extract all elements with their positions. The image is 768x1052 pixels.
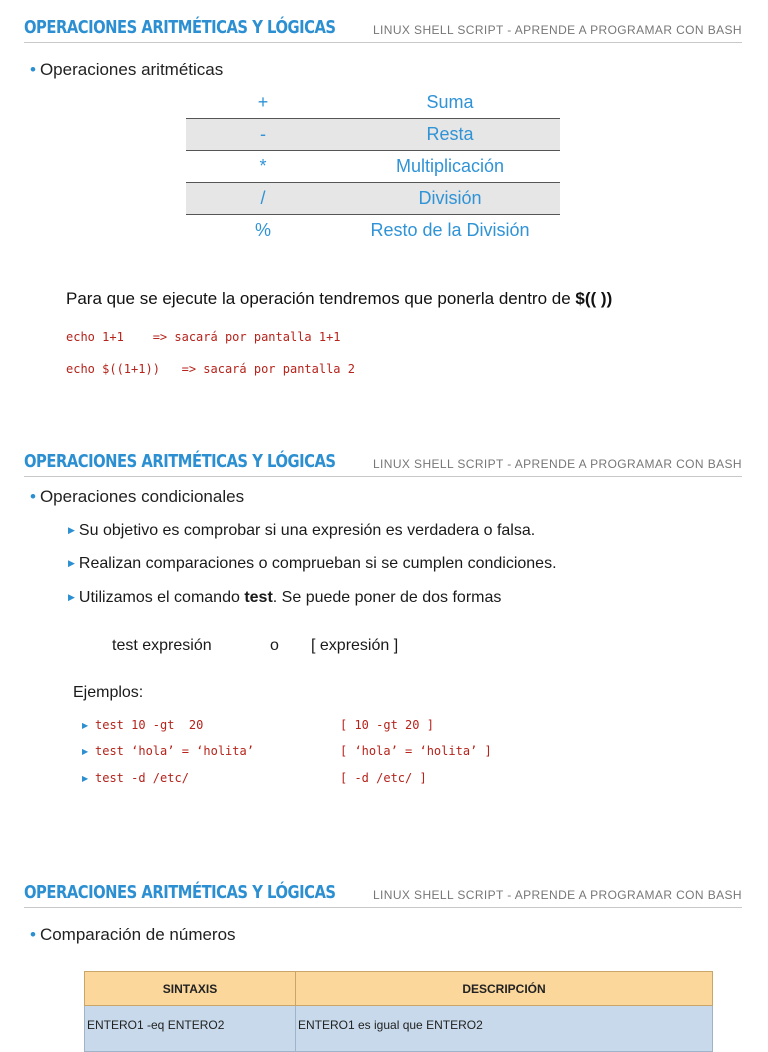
slide-subtitle: LINUX SHELL SCRIPT - APRENDE A PROGRAMAR CON BASH: [372, 888, 742, 902]
examples-label: Ejemplos:: [73, 684, 144, 701]
form-test-text: test expresión: [112, 637, 212, 654]
triangle-bullet-icon: ▶: [68, 525, 75, 535]
syntax-cell: ENTERO1 -eq ENTERO2: [85, 1006, 296, 1052]
table-row: [186, 215, 560, 247]
code-line: echo 1+1 => sacará por pantalla 1+1: [66, 330, 341, 344]
triangle-bullet-icon: ▶: [68, 592, 75, 602]
operator-name: Resto de la División: [340, 215, 560, 247]
command-highlight: test: [244, 589, 273, 606]
slide-header: [24, 877, 742, 908]
sub-bullet-item: ▶ Utilizamos el comando test. Se puede poner de dos formas: [68, 589, 502, 606]
column-header: DESCRIPCIÓN: [296, 972, 713, 1006]
slide-title: OPERACIONES ARITMÉTICAS Y LÓGICAS: [24, 451, 336, 472]
code-line: [ 10 -gt 20 ]: [340, 718, 434, 732]
code-line: echo $((1+1)) => sacará por pantalla 2: [66, 362, 355, 376]
operator-symbol: *: [186, 151, 340, 183]
code-line: test ‘hola’ = ‘holita’: [95, 744, 254, 758]
operator-name: Suma: [426, 92, 474, 112]
comparison-table: [84, 971, 713, 1052]
table-row: [186, 151, 560, 183]
slide-header: [24, 446, 742, 477]
table-row: [186, 87, 560, 119]
triangle-bullet-icon: ▶: [82, 721, 89, 730]
form-bracket-text: [ expresión ]: [311, 637, 399, 654]
slide-title: OPERACIONES ARITMÉTICAS Y LÓGICAS: [24, 17, 336, 38]
slide-title: OPERACIONES ARITMÉTICAS Y LÓGICAS: [24, 882, 336, 903]
bullet-dot-icon: •: [30, 487, 36, 506]
bullet-dot-icon: •: [30, 60, 36, 79]
syntax-highlight: $(( )): [575, 289, 613, 308]
slide-arithmetic: [0, 0, 768, 420]
triangle-bullet-icon: ▶: [82, 774, 89, 783]
operator-symbol: +: [257, 92, 269, 112]
table-row: [85, 1006, 713, 1052]
table-header-row: [85, 972, 713, 1006]
description-cell: ENTERO1 es igual que ENTERO2: [296, 1006, 713, 1052]
operators-table: [186, 87, 560, 246]
code-line: [ ‘hola’ = ‘holita’ ]: [340, 744, 492, 758]
operator-symbol: -: [186, 119, 340, 151]
operator-symbol: /: [186, 183, 340, 215]
slide-subtitle: LINUX SHELL SCRIPT - APRENDE A PROGRAMAR CON BASH: [372, 457, 742, 471]
slide-header: [24, 12, 742, 43]
form-or-text: o: [270, 637, 279, 654]
operator-name: Resta: [340, 119, 560, 151]
sub-bullet-item: ▶ Su objetivo es comprobar si una expresión es verdadera o falsa.: [68, 522, 536, 539]
bullet-item: • Comparación de números: [30, 925, 236, 944]
column-header: SINTAXIS: [85, 972, 296, 1006]
explanation-paragraph: Para que se ejecute la operación tendremos que ponerla dentro de $(( )): [66, 289, 613, 308]
table-row: [186, 183, 560, 215]
code-line: test 10 -gt 20: [95, 718, 204, 732]
bullet-item: • Operaciones aritméticas: [30, 60, 224, 79]
triangle-bullet-icon: ▶: [68, 558, 75, 568]
sub-bullet-item: ▶ Realizan comparaciones o comprueban si se cumplen condiciones.: [68, 555, 557, 572]
operator-name: Multiplicación: [340, 151, 560, 183]
operator-symbol: %: [186, 215, 340, 247]
table-row: [186, 119, 560, 151]
triangle-bullet-icon: ▶: [82, 747, 89, 756]
code-line: [ -d /etc/ ]: [340, 771, 427, 785]
code-line: test -d /etc/: [95, 771, 189, 785]
slide-subtitle: LINUX SHELL SCRIPT - APRENDE A PROGRAMAR CON BASH: [372, 23, 742, 37]
bullet-dot-icon: •: [30, 925, 36, 944]
operator-name: División: [340, 183, 560, 215]
bullet-item: • Operaciones condicionales: [30, 487, 245, 506]
